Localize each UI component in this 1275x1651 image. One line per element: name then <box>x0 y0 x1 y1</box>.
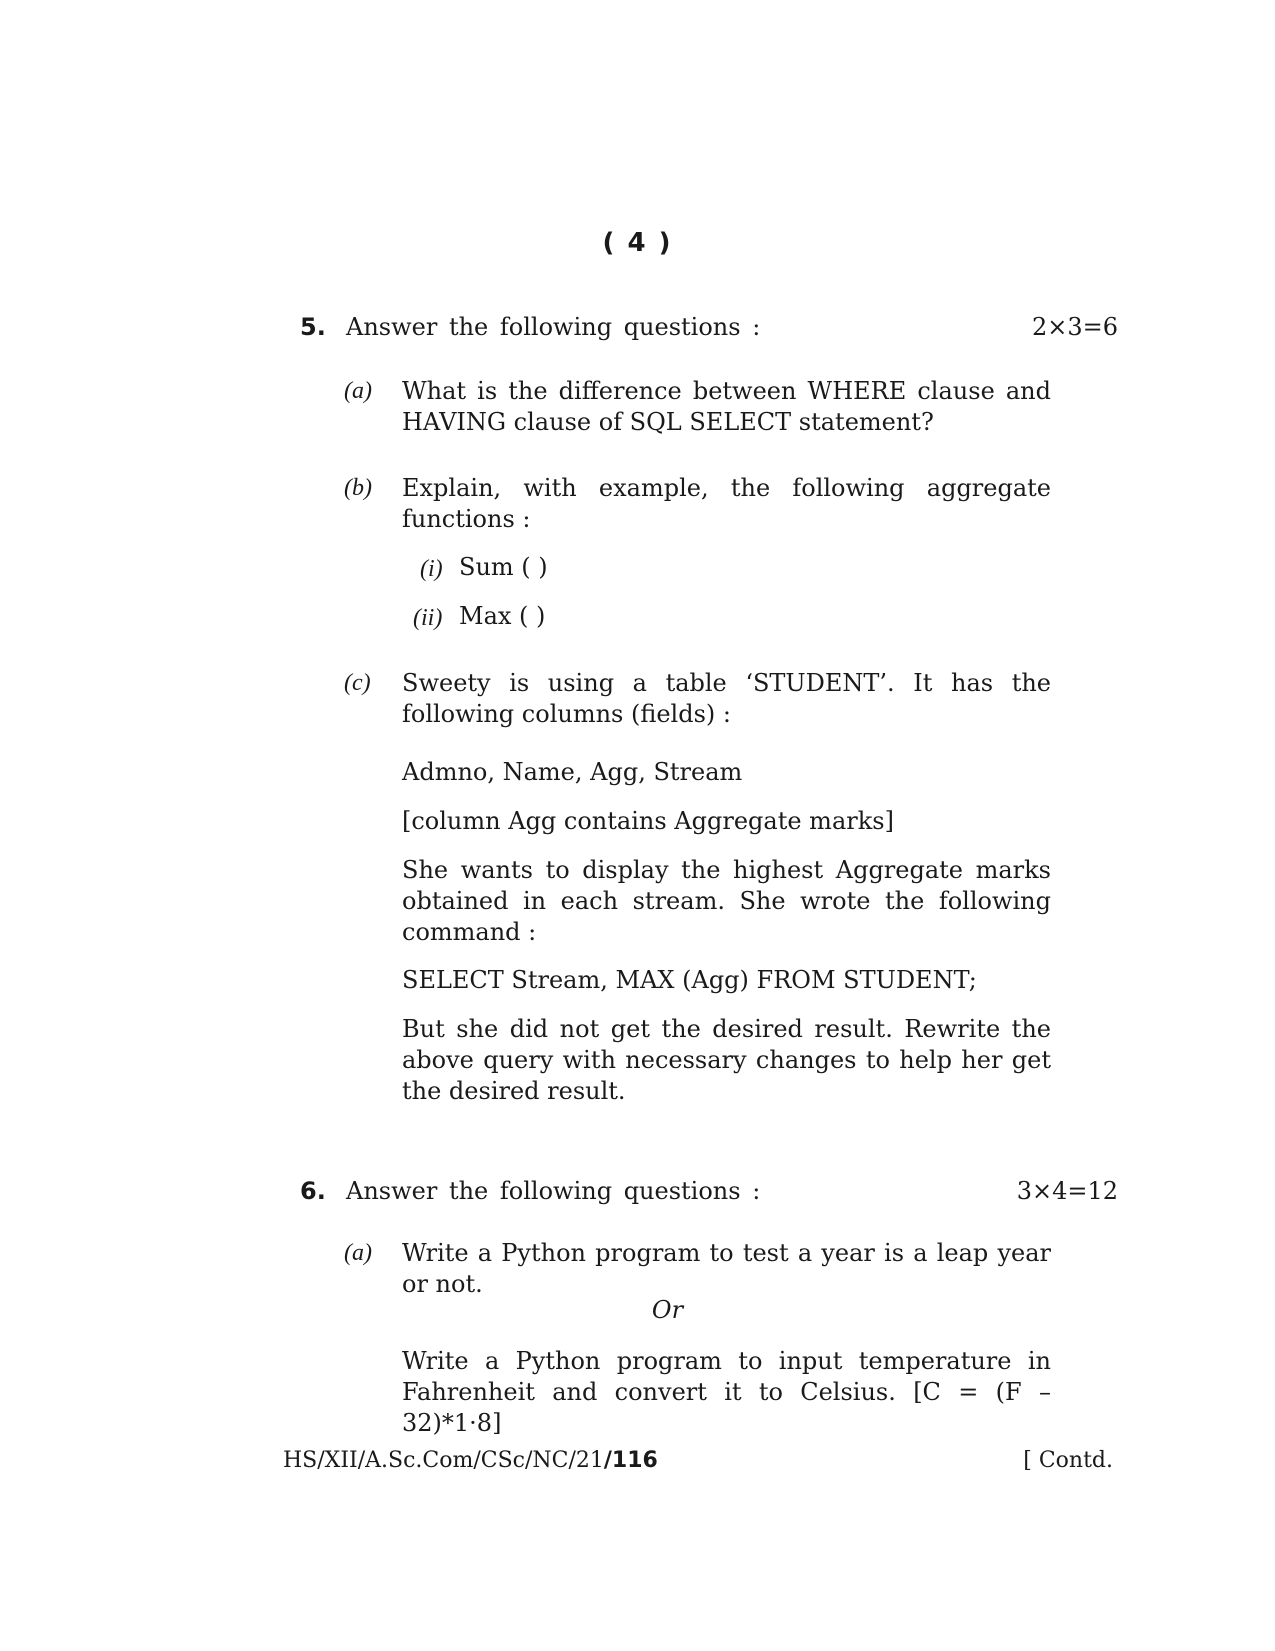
question-5b-label: (b) <box>344 475 372 501</box>
question-6a-alternative: Write a Python program to input temperature in Fahrenheit and convert it to Celsius. [C = (F – 32)*1·8] <box>402 1347 1051 1437</box>
question-5-marks: 2×3=6 <box>1031 313 1118 341</box>
continued-note: [ Contd. <box>1023 1448 1113 1473</box>
question-6-number: 6. <box>300 1177 326 1205</box>
question-5a-label: (a) <box>344 378 372 404</box>
question-5a-text: What is the difference between WHERE clause and HAVING clause of SQL SELECT statement? <box>402 377 1051 436</box>
question-5b-ii-text: Max ( ) <box>459 602 546 630</box>
question-6a-label: (a) <box>344 1240 372 1266</box>
or-separator: Or <box>651 1296 684 1324</box>
question-5b-text: Explain, with example, the following aggregate functions : <box>402 474 1051 533</box>
question-5b-i-label: (i) <box>420 556 443 582</box>
question-6-marks: 3×4=12 <box>1016 1177 1118 1205</box>
question-5b-ii-label: (ii) <box>413 605 443 631</box>
question-5c-command: SELECT Stream, MAX (Agg) FROM STUDENT; <box>402 966 977 994</box>
paper-code <box>283 1448 658 1473</box>
page-number: ( 4 ) <box>602 228 673 258</box>
question-5c-label: (c) <box>344 670 371 696</box>
question-5-text: Answer the following questions : <box>346 313 761 341</box>
question-5c-paragraph-2: But she did not get the desired result. Rewrite the above query with necessary changes to help her get the desired result. <box>402 1015 1051 1105</box>
question-5c-note: [column Agg contains Aggregate marks] <box>402 807 894 835</box>
paper-code-text: HS/XII/A.Sc.Com/CSc/NC/21 <box>283 1448 604 1473</box>
question-6a-text: Write a Python program to test a year is a leap year or not. <box>402 1239 1051 1298</box>
question-6-text: Answer the following questions : <box>346 1177 761 1205</box>
question-5b-i-text: Sum ( ) <box>459 553 548 581</box>
paper-code-number: /116 <box>603 1448 658 1473</box>
question-5c-columns: Admno, Name, Agg, Stream <box>402 758 743 786</box>
question-5-number: 5. <box>300 313 326 341</box>
question-5c-paragraph-1: She wants to display the highest Aggregate marks obtained in each stream. She wrote the following command : <box>402 856 1051 946</box>
question-5c-text: Sweety is using a table ‘STUDENT’. It has the following columns (fields) : <box>402 669 1051 728</box>
